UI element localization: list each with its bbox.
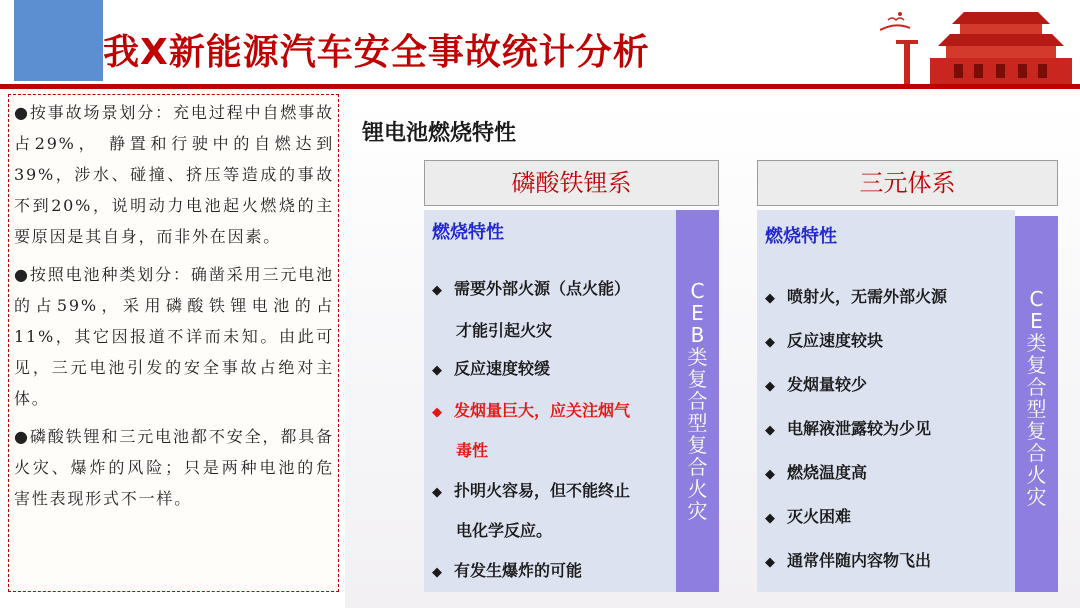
header-blue-block (14, 0, 103, 81)
ncm-item: ◆ 发烟量较少 (765, 375, 868, 394)
summary-paragraph-conclusion: ●磷酸铁锂和三元电池都不安全，都具备火灾、爆炸的风险；只是两种电池的危害性表现形式不一样。 (14, 427, 334, 508)
ncm-box-title: 燃烧特性 (765, 226, 837, 247)
lfp-item: ◆ 有发生爆炸的可能 (432, 561, 583, 580)
ncm-item: ◆ 通常伴随内容物飞出 (765, 551, 932, 570)
page-title: 我X新能源汽车安全事故统计分析 (103, 32, 650, 73)
lfp-box-title: 燃烧特性 (432, 222, 504, 243)
section-heading: 锂电池燃烧特性 (362, 121, 517, 146)
summary-paragraph-battery-type: ●按照电池种类划分：确凿采用三元电池的占59%，采用磷酸铁锂电池的占11%，其它因报道不详而未知。由此可见，三元电池引发的安全事故占绝对主体。 (14, 265, 334, 408)
lfp-header: 磷酸铁锂系 (424, 160, 719, 206)
ncm-characteristics-box (757, 210, 1015, 592)
lfp-fire-class-label: C E B 类 复 合 型 复 合 火 灾 (676, 210, 719, 592)
tiananmen-decoration-icon (880, 0, 1080, 84)
summary-paragraph-scenario: ●按事故场景划分：充电过程中自燃事故占29%， 静置和行驶中的自燃达到39%，涉水、碰撞、挤压等造成的事故不到20%，说明动力电池起火燃烧的主要原因是其自身，而非外在因素。 (14, 103, 334, 246)
title-divider (0, 84, 1080, 89)
lfp-item-continuation: 毒性 (456, 441, 489, 460)
summary-panel (8, 94, 339, 592)
lfp-characteristics-box (424, 210, 676, 592)
lfp-item-highlight: ◆ 发烟量巨大，应关注烟气 (432, 401, 631, 420)
ncm-item: ◆ 灭火困难 (765, 507, 852, 526)
ncm-fire-class-label: C E 类 复 合 型 复 合 火 灾 (1015, 216, 1058, 592)
ncm-item: ◆ 反应速度较块 (765, 331, 884, 350)
lfp-item: ◆ 扑明火容易，但不能终止 (432, 481, 631, 500)
lfp-item: ◆ 需要外部火源（点火能） (432, 279, 631, 298)
ncm-item: ◆ 电解液泄露较为少见 (765, 419, 932, 438)
lfp-item-continuation: 才能引起火灾 (456, 321, 553, 340)
ncm-header: 三元体系 (757, 160, 1058, 206)
lfp-item: ◆ 反应速度较缓 (432, 359, 551, 378)
lfp-item-continuation: 电化学反应。 (456, 521, 553, 540)
ncm-item: ◆ 喷射火，无需外部火源 (765, 287, 948, 306)
ncm-item: ◆ 燃烧温度高 (765, 463, 868, 482)
